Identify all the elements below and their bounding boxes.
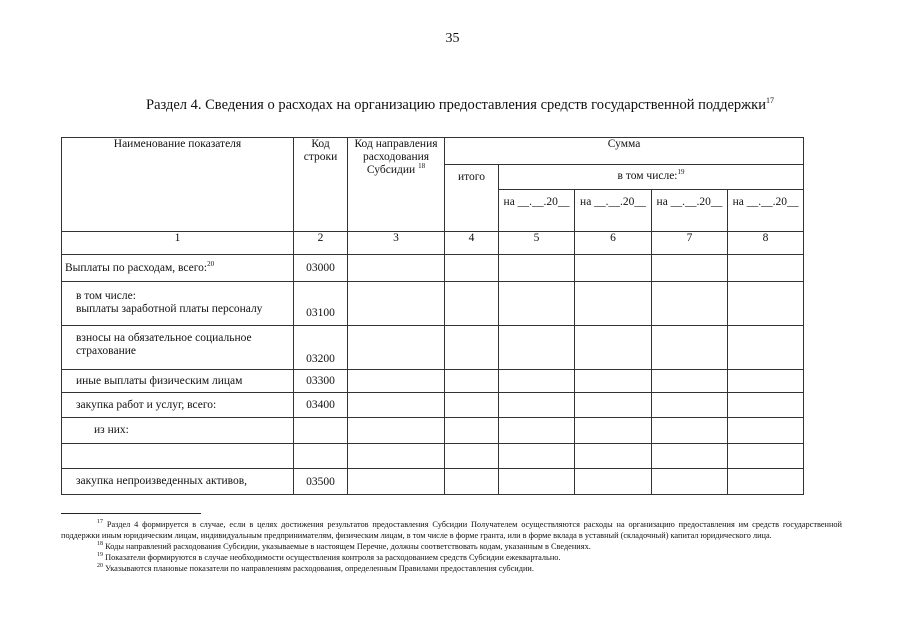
- row-label: [62, 255, 294, 282]
- row-code: 03000: [294, 255, 348, 282]
- table-cell: [499, 469, 575, 495]
- footnote-number: 20: [97, 563, 103, 570]
- table-cell: [652, 370, 728, 393]
- footnote-ref: 18: [418, 162, 426, 171]
- header-total: итого: [445, 165, 499, 232]
- row-code: [294, 444, 348, 469]
- footnote-ref: 19: [677, 168, 685, 177]
- table-cell: [652, 326, 728, 370]
- table-cell: [445, 469, 499, 495]
- table-cell: [575, 444, 652, 469]
- column-number: 2: [294, 232, 348, 255]
- page-number: 35: [445, 31, 460, 46]
- footnote-number: 19: [97, 552, 103, 559]
- table-cell: [575, 282, 652, 326]
- footnote-text: Раздел 4 формируется в случае, если в целях достижения результатов предоставления Субсидии Получателем осуществляются расходы на организацию предоставления им средств государственной поддержки иным юридическим лицам, индивидуальным предпринимателям, физическим лицам, в том числе в форме гранта, или в форме вклада в уставный (складочный) капитал юридического лица.: [61, 520, 842, 540]
- header-sum: Сумма: [445, 138, 804, 165]
- table-cell: [499, 326, 575, 370]
- table-cell: [652, 469, 728, 495]
- table-cell: [728, 370, 804, 393]
- table-cell: [499, 418, 575, 444]
- footnotes: [61, 519, 842, 574]
- footnote-text: Коды направлений расходования Субсидии, указываемые в настоящем Перечне, должны соответствовать кодам, указанным в Сведениях.: [105, 542, 591, 551]
- header-period: на __.__.20__: [575, 190, 652, 232]
- row-code: 03300: [294, 370, 348, 393]
- footnote-divider: [61, 513, 201, 514]
- table-cell: [575, 418, 652, 444]
- table-cell: [445, 282, 499, 326]
- footnote-ref: 20: [207, 259, 215, 268]
- table-cell: [499, 370, 575, 393]
- table-cell: [728, 255, 804, 282]
- row-code: [294, 418, 348, 444]
- table-cell: [348, 255, 445, 282]
- header-direction-code-text: Код направления расходования Субсидии: [354, 138, 438, 176]
- table-row: [62, 418, 804, 444]
- table-cell: [728, 326, 804, 370]
- column-number: 8: [728, 232, 804, 255]
- expenses-table: [61, 137, 804, 495]
- header-name: Наименование показателя: [62, 138, 294, 232]
- column-number: 3: [348, 232, 445, 255]
- footnote-ref: 17: [765, 96, 774, 106]
- table-cell: [728, 282, 804, 326]
- row-label-text: Выплаты по расходам, всего:: [65, 261, 208, 274]
- table-row: [62, 469, 804, 495]
- table-cell: [445, 444, 499, 469]
- table-cell: [575, 255, 652, 282]
- table-cell: [728, 418, 804, 444]
- column-number: 4: [445, 232, 499, 255]
- table-row: [62, 444, 804, 469]
- table-cell: [445, 418, 499, 444]
- table-row: [62, 282, 804, 326]
- footnote-text: Показатели формируются в случае необходимости осуществления контроля за расходованием средств Субсидии ежеквартально.: [105, 553, 561, 562]
- row-label: закупка работ и услуг, всего:: [62, 393, 294, 418]
- header-code: Код строки: [294, 138, 348, 232]
- column-number: 7: [652, 232, 728, 255]
- table-row: [62, 255, 804, 282]
- table-cell: [348, 326, 445, 370]
- table-cell: [348, 282, 445, 326]
- table-cell: [445, 326, 499, 370]
- table-cell: [499, 444, 575, 469]
- section-title: [146, 97, 774, 114]
- column-number: 6: [575, 232, 652, 255]
- section-title-text: Раздел 4. Сведения о расходах на организацию предоставления средств государственной поддержки: [146, 97, 766, 113]
- table-cell: [348, 393, 445, 418]
- table-cell: [575, 469, 652, 495]
- table-cell: [348, 370, 445, 393]
- footnote: [61, 541, 842, 552]
- row-label: [62, 282, 294, 326]
- column-number: 5: [499, 232, 575, 255]
- header-direction-code: [348, 138, 445, 232]
- row-label-prefix: взносы на обязательное социальное: [76, 332, 252, 344]
- row-code: 03400: [294, 393, 348, 418]
- table-cell: [445, 370, 499, 393]
- footnote: [61, 563, 842, 574]
- table-cell: [575, 326, 652, 370]
- header-including: [499, 165, 804, 190]
- header-period: на __.__.20__: [728, 190, 804, 232]
- table-cell: [499, 393, 575, 418]
- row-label: иные выплаты физическим лицам: [62, 370, 294, 393]
- footnote-text: Указываются плановые показатели по направлениям расходования, определенным Правилами предоставления субсидии.: [105, 564, 534, 573]
- header-including-text: в том числе:: [617, 170, 678, 182]
- footnote-number: 17: [97, 519, 103, 526]
- table-cell: [728, 469, 804, 495]
- row-code: 03500: [294, 469, 348, 495]
- table-row: [62, 393, 804, 418]
- table-row: [62, 370, 804, 393]
- row-label: закупка непроизведенных активов,: [62, 469, 294, 495]
- row-code: 03200: [294, 326, 348, 370]
- row-label: [62, 326, 294, 370]
- table-cell: [652, 255, 728, 282]
- table-cell: [445, 255, 499, 282]
- header-period: на __.__.20__: [652, 190, 728, 232]
- table-cell: [445, 393, 499, 418]
- row-label-text: страхование: [76, 345, 136, 357]
- table-cell: [499, 255, 575, 282]
- row-label-text: выплаты заработной платы персоналу: [76, 303, 263, 315]
- footnote: [61, 519, 842, 541]
- row-code: 03100: [294, 282, 348, 326]
- footnote-number: 18: [97, 541, 103, 548]
- table-row: [62, 326, 804, 370]
- header-period: на __.__.20__: [499, 190, 575, 232]
- table-cell: [728, 444, 804, 469]
- table-cell: [652, 393, 728, 418]
- table-cell: [348, 469, 445, 495]
- row-label-prefix: в том числе:: [76, 290, 136, 302]
- table-cell: [575, 393, 652, 418]
- row-label: [62, 444, 294, 469]
- column-number: 1: [62, 232, 294, 255]
- table-cell: [348, 418, 445, 444]
- table-cell: [728, 393, 804, 418]
- table-cell: [652, 418, 728, 444]
- table-cell: [499, 282, 575, 326]
- table-cell: [652, 444, 728, 469]
- footnote: [61, 552, 842, 563]
- table-cell: [652, 282, 728, 326]
- row-label: из них:: [62, 418, 294, 444]
- table-cell: [575, 370, 652, 393]
- table-cell: [348, 444, 445, 469]
